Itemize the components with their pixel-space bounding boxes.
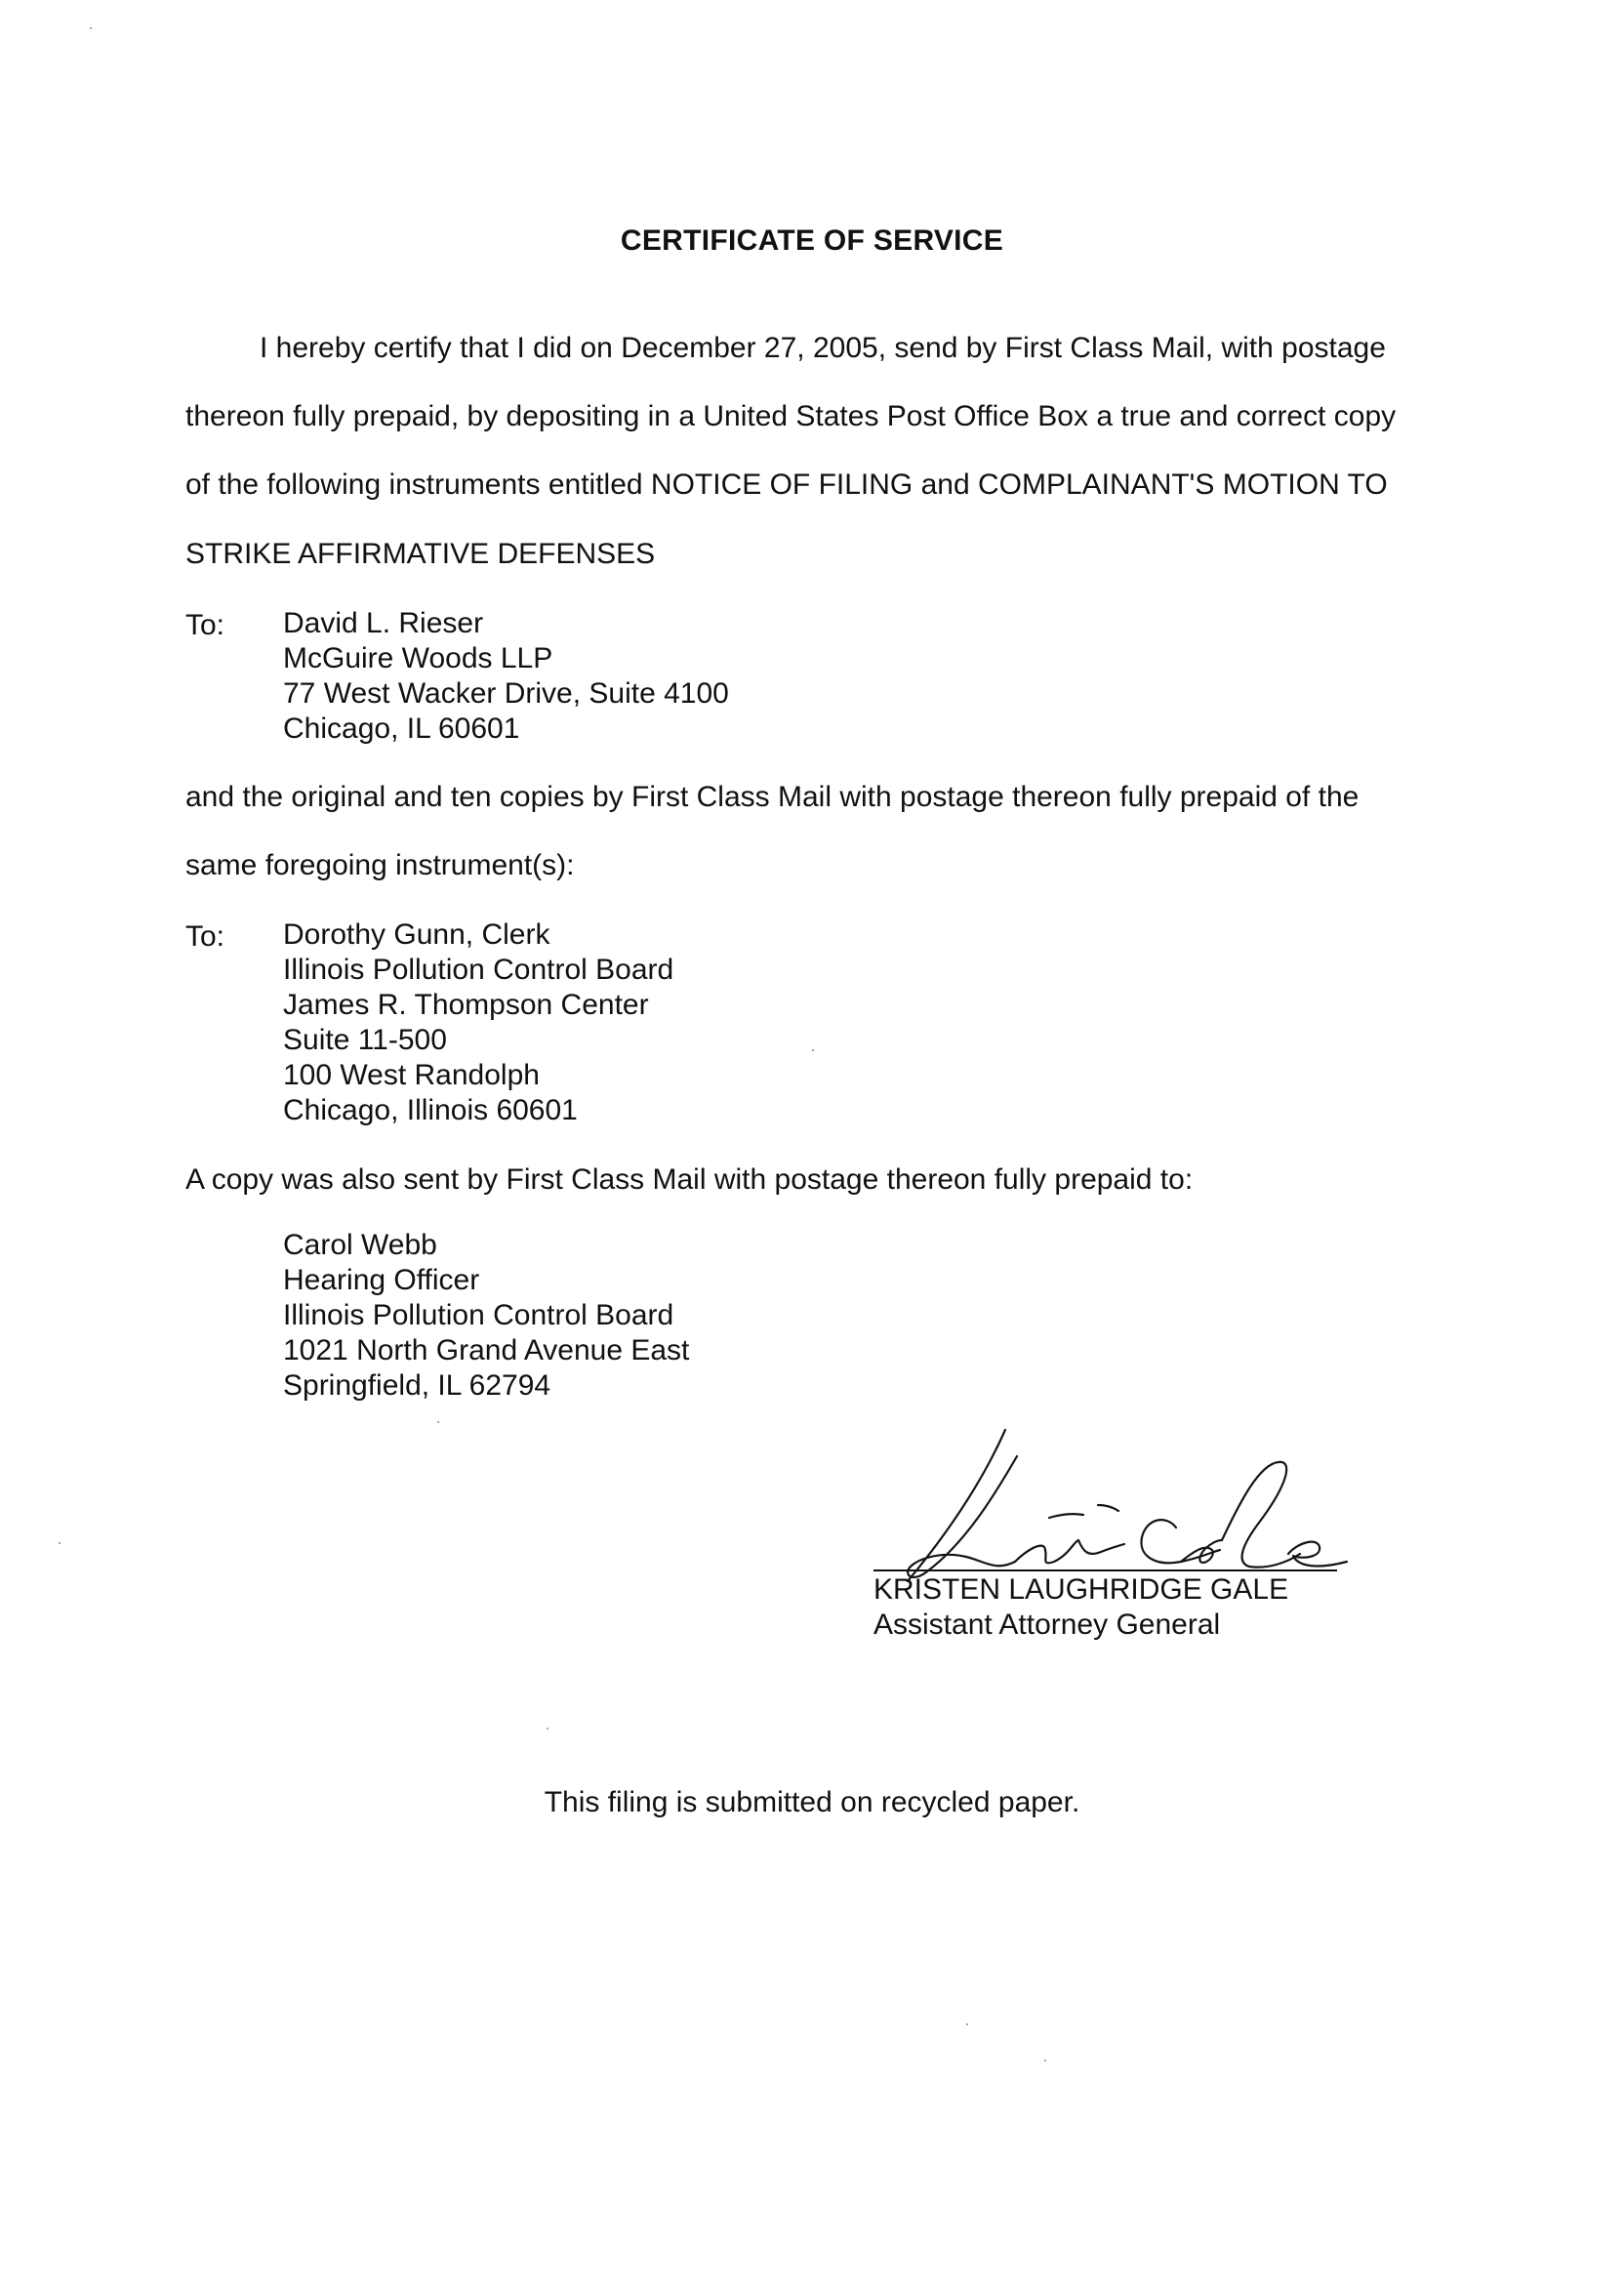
address-line: Illinois Pollution Control Board: [283, 1299, 674, 1331]
footer-note: This filing is submitted on recycled paper.: [544, 1786, 1080, 1818]
address-line: Illinois Pollution Control Board: [283, 954, 674, 986]
address-line: David L. Rieser: [283, 607, 484, 639]
address-line: Hearing Officer: [283, 1264, 480, 1296]
address-line: Suite 11-500: [283, 1024, 447, 1056]
original-line-2: same foregoing instrument(s):: [185, 849, 575, 881]
scan-speck: [966, 2023, 968, 2025]
address-line: McGuire Woods LLP: [283, 642, 553, 674]
address-line: 100 West Randolph: [283, 1059, 540, 1091]
address-line: Dorothy Gunn, Clerk: [283, 918, 550, 951]
scan-speck: [90, 27, 92, 29]
address-line: Springfield, IL 62794: [283, 1369, 551, 1402]
copy-line: A copy was also sent by First Class Mail with postage thereon fully prepaid to:: [185, 1163, 1194, 1196]
to-label-2: To:: [185, 920, 225, 953]
scan-speck: [812, 1049, 814, 1051]
recipient-address-3: [283, 1228, 689, 1404]
signer-name: KRISTEN LAUGHRIDGE GALE: [873, 1573, 1289, 1606]
document-title: CERTIFICATE OF SERVICE: [620, 224, 1004, 257]
signer-title: Assistant Attorney General: [873, 1609, 1221, 1641]
address-line: 77 West Wacker Drive, Suite 4100: [283, 677, 729, 710]
to-label-1: To:: [185, 609, 225, 641]
scan-speck: [59, 1542, 61, 1544]
address-line: Chicago, Illinois 60601: [283, 1094, 578, 1126]
recipient-address-2: [283, 917, 673, 1128]
certify-line-4: STRIKE AFFIRMATIVE DEFENSES: [185, 538, 656, 570]
address-line: 1021 North Grand Avenue East: [283, 1334, 690, 1366]
scan-speck: [547, 1728, 548, 1730]
signature-line: [873, 1569, 1337, 1571]
certify-line-3: of the following instruments entitled NOTICE OF FILING and COMPLAINANT'S MOTION TO: [185, 469, 1388, 501]
address-line: James R. Thompson Center: [283, 989, 649, 1021]
address-line: Chicago, IL 60601: [283, 713, 520, 745]
original-line-1: and the original and ten copies by First Class Mail with postage thereon fully prepaid of the: [185, 781, 1360, 813]
scan-speck: [437, 1421, 439, 1423]
certify-line-2: thereon fully prepaid, by depositing in a United States Post Office Box a true and correct copy: [185, 400, 1397, 432]
scan-speck: [1044, 2059, 1046, 2061]
handwritten-signature: [849, 1425, 1357, 1591]
recipient-address-1: [283, 606, 729, 747]
certify-line-1: I hereby certify that I did on December 27, 2005, send by First Class Mail, with postage: [260, 332, 1386, 364]
address-line: Carol Webb: [283, 1229, 437, 1261]
